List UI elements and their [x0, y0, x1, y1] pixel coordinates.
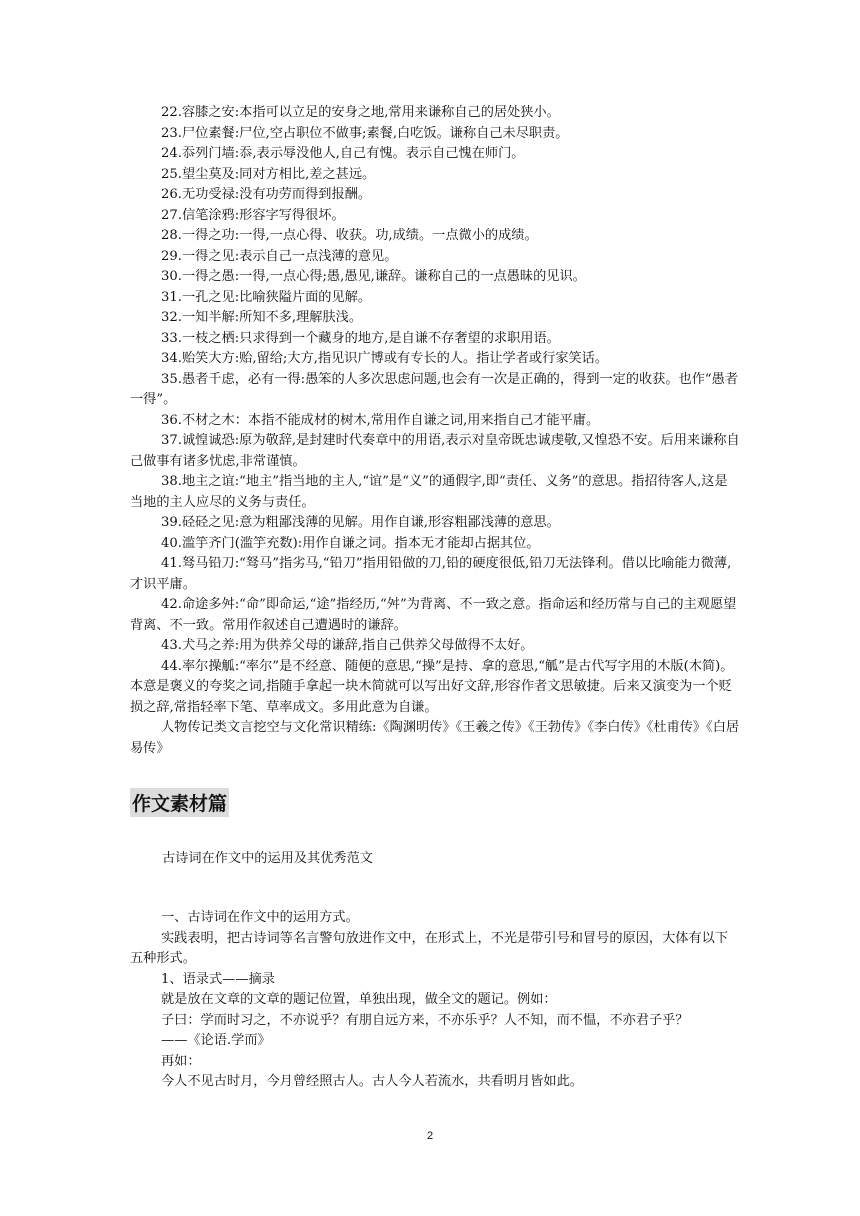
related-resources-line: 人物传记类文言挖空与文化常识精练:《陶渊明传》《王羲之传》《王勃传》《李白传》《杜甫传》《白居易传》 — [130, 720, 740, 756]
idiom-entry: 31.一孔之见:比喻狭隘片面的见解。 — [161, 289, 372, 305]
idiom-entry: 39.硁硁之见:意为粗鄙浅薄的见解。用作自谦,形容粗鄙浅薄的意思。 — [161, 515, 560, 530]
section-title: 作文素材篇 — [130, 788, 229, 817]
idiom-entry: 24.忝列门墙:忝,表示辱没他人,自己有愧。表示自己愧在师门。 — [161, 146, 525, 161]
idiom-entry: 25.望尘莫及:同对方相比,差之甚远。 — [161, 166, 376, 182]
idiom-entry: 41.驽马铅刀:“驽马”指劣马,“铅刀”指用铅做的刀,铅的硬度很低,铅刀无法锋利。借以比喻能力微薄,才识平庸。 — [130, 556, 732, 592]
idiom-entry: 22.容膝之安:本指可以立足的安身之地,常用来谦称自己的居处狭小。 — [161, 105, 560, 120]
body-paragraph: 实践表明，把古诗词等名言警句放进作文中，在形式上，不光是带引号和冒号的原因，大体有以下五种形式。 — [130, 930, 729, 966]
body-paragraph: 再如： — [161, 1053, 201, 1069]
idiom-entry: 44.率尔操觚:“率尔”是不经意、随便的意思,“操”是持、拿的意思,“觚”是古代写字用的木版(木简)。本意是褒义的夸奖之词,指随手拿起一块木简就可以写出好文辞,形容作者文思敏捷。后来又演变为一个贬损之辞,常指轻率下笔、草率成文。多用此意为自谦。 — [130, 658, 734, 715]
idiom-entry: 36.不材之木：本指不能成材的树木,常用作自谦之词,用来指自己才能平庸。 — [161, 412, 600, 428]
body-heading: 一、古诗词在作文中的运用方式。 — [161, 910, 359, 925]
article-subtitle: 古诗词在作文中的运用及其优秀范文 — [162, 851, 373, 866]
idiom-entry: 40.滥竽齐门(滥竽充数):用作自谦之词。指本无才能却占据其位。 — [161, 535, 540, 551]
idiom-entry: 23.尸位素餐:尸位,空占职位不做事;素餐,白吃饭。谦称自己未尽职责。 — [161, 125, 569, 141]
idiom-entry: 30.一得之愚:一得,一点心得;愚,愚见,谦辞。谦称自己的一点愚昧的见识。 — [161, 269, 586, 284]
page-number: 2 — [426, 1130, 434, 1142]
idiom-entry: 26.无功受禄:没有功劳而得到报酬。 — [161, 187, 372, 202]
idiom-entry-list — [130, 103, 740, 759]
idiom-entry: 33.一枝之栖:只求得到一个藏身的地方,是自谦不存奢望的求职用语。 — [161, 330, 560, 346]
idiom-entry: 35.愚者千虑，必有一得:愚笨的人多次思虑问题,也会有一次是正确的，得到一定的收获。也作“愚者一得”。 — [130, 371, 739, 407]
idiom-entry: 43.犬马之养:用为供养父母的谦辞,指自己供养父母做得不太好。 — [161, 638, 534, 653]
idiom-entry: 37.诚惶诚恐:原为敬辞,是封建时代奏章中的用语,表示对皇帝既忠诚虔敬,又惶恐不安。后用来谦称自己做事有诸多忧虑,非常谨慎。 — [130, 433, 740, 469]
body-subheading: 1、语录式——摘录 — [161, 971, 275, 987]
idiom-entry: 32.一知半解:所知不多,理解肤浅。 — [161, 310, 363, 325]
idiom-entry: 34.贻笑大方:贻,留给;大方,指见识广博或有专长的人。指让学者或行家笑话。 — [161, 351, 609, 366]
quote-text: 今人不见古时月，今月曾经照古人。古人今人若流水，共看明月皆如此。 — [161, 1074, 583, 1089]
idiom-entry: 42.命途多舛:“命”即命运,“途”指经历,“舛”为背离、不一致之意。指命运和经历常与自己的主观愿望背离、不一致。常用作叙述自己遭遇时的谦辞。 — [130, 597, 737, 633]
idiom-entry: 29.一得之见:表示自己一点浅薄的意见。 — [161, 248, 398, 264]
idiom-entry: 28.一得之功:一得,一点心得、收获。功,成绩。一点微小的成绩。 — [161, 228, 538, 243]
body-paragraph: 就是放在文章的文章的题记位置，单独出现，做全文的题记。例如： — [161, 992, 557, 1007]
quote-source: ——《论语.学而》 — [161, 1033, 271, 1048]
idiom-entry: 27.信笔涂鸦:形容字写得很坏。 — [161, 207, 345, 223]
idiom-entry: 38.地主之谊:“地主”指当地的主人,“谊”是“义”的通假字,即“责任、义务”的意思。指招待客人,这是当地的主人应尽的义务与责任。 — [130, 474, 728, 510]
quote-text: 子曰：学而时习之，不亦说乎？有朋自远方来，不亦乐乎？人不知，而不愠，不亦君子乎？ — [161, 1012, 689, 1028]
article-body — [130, 908, 740, 1093]
